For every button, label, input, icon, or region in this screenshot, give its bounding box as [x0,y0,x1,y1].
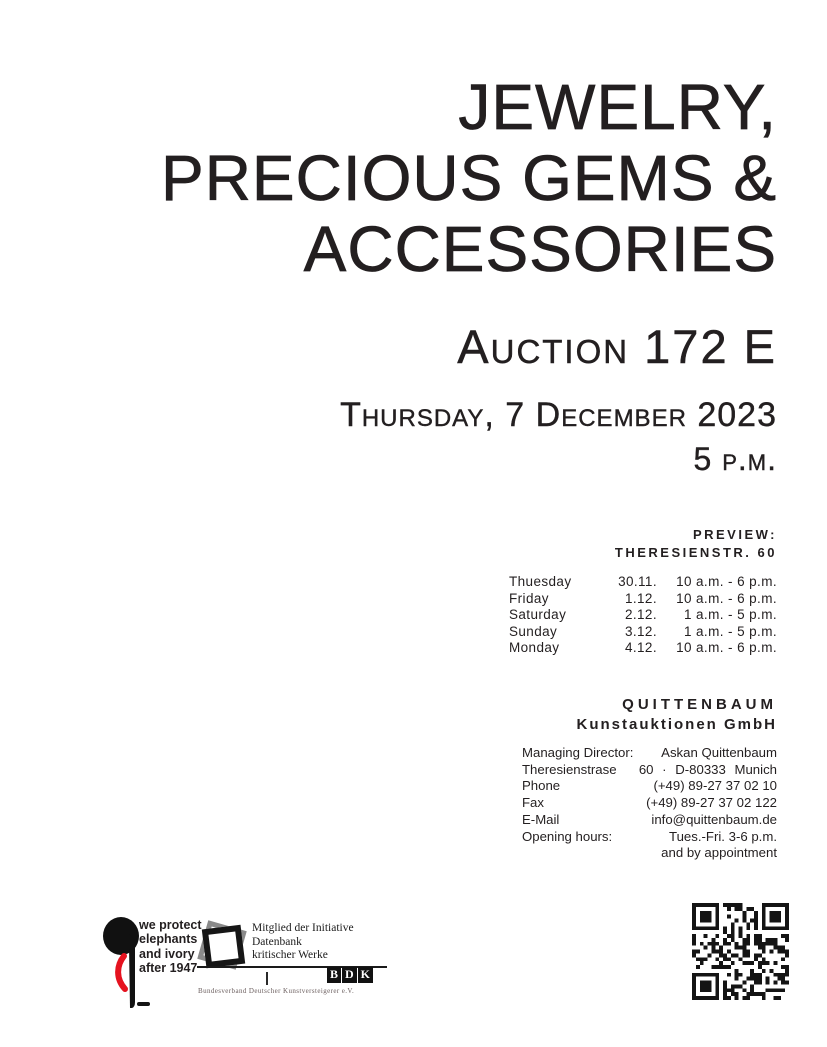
bdk-squares-icon [197,920,244,966]
contact-label: Phone [522,778,561,794]
contact-row [522,762,777,779]
elephant-protection-badge [103,916,202,1012]
elephant-badge-text [139,918,202,975]
contact-label: E-Mail [522,811,560,827]
bdk-logo-letters [326,967,373,983]
schedule-time: 10 a.m. - 6 p.m. [676,574,777,589]
title-line-2: PRECIOUS GEMS & [161,142,777,214]
schedule-day: Friday [509,590,549,606]
schedule-row [509,607,777,624]
schedule-time: 1 a.m. - 5 p.m. [683,607,777,623]
preview-schedule [509,574,777,657]
bdk-caption: Bundesverband Deutscher Kunstversteigerer e.V. [198,987,355,995]
contact-row [522,745,777,762]
contact-value: and by appointment [661,845,777,861]
contact-value: 60 · D-80333 Munich [638,761,777,777]
contact-value: (+49) 89-27 37 02 10 [653,778,777,794]
contact-row [522,845,777,862]
bdk-member-line: Datenbank [252,935,302,948]
contact-label: Managing Director: [522,745,634,760]
auction-number: Auction 172 E [457,320,777,373]
contact-row [522,829,777,846]
schedule-day: Thuesday [509,574,572,589]
schedule-time: 10 a.m. - 6 p.m. [676,640,777,656]
schedule-day: Sunday [509,623,558,639]
elephant-text-line: after 1947 [139,960,198,975]
company-contact [522,745,777,862]
bdk-member-line: kritischer Werke [252,949,328,961]
bdk-membership-badge [197,920,387,1005]
elephant-text-line: elephants [139,932,198,947]
title-line-3: ACCESSORIES [303,213,777,285]
elephant-badge-mark [137,1002,150,1006]
page-title [161,72,777,285]
company-name-line-2: Kunstauktionen GmbH [576,716,777,733]
schedule-date: 2.12. [624,607,657,623]
schedule-row [509,591,777,608]
schedule-date: 30.11. [618,574,657,589]
elephant-text-line: and ivory [139,946,195,961]
schedule-date: 3.12. [624,623,657,639]
schedule-date: 1.12. [624,590,657,606]
contact-value: info@quittenbaum.de [651,811,777,827]
qr-code [692,903,789,1000]
auction-time: 5 p.m. [693,441,777,477]
bdk-letter: D [342,967,357,983]
schedule-time: 1 a.m. - 5 p.m. [683,623,777,639]
schedule-row [509,574,777,591]
title-line-1: JEWELRY, [458,71,777,143]
contact-label: Theresienstrase [522,761,617,777]
preview-heading-line-1: PREVIEW: [692,527,777,542]
bdk-member-text [252,922,354,963]
company-name-line-1: QUITTENBAUM [622,696,777,713]
contact-row [522,795,777,812]
contact-label: Opening hours: [522,828,613,844]
bdk-member-line: Mitglied der Initiative [252,922,354,934]
bdk-vertical-bar [266,972,268,985]
schedule-date: 4.12. [624,640,657,656]
contact-row [522,812,777,829]
contact-value: Askan Quittenbaum [661,745,777,760]
company-name [576,695,777,735]
contact-value: (+49) 89-27 37 02 122 [646,795,777,811]
contact-label: Fax [522,795,544,811]
contact-row [522,778,777,795]
contact-value: Tues.-Fri. 3-6 p.m. [669,828,777,844]
schedule-row [509,624,777,641]
schedule-time: 10 a.m. - 6 p.m. [676,590,777,606]
bdk-letter: B [327,967,341,983]
schedule-day: Monday [509,640,560,656]
auction-date: Thursday, 7 December 2023 [340,396,777,434]
preview-heading-line-2: THERESIENSTR. 60 [614,544,777,560]
schedule-row [509,640,777,657]
preview-heading [615,526,777,561]
elephant-text-line: we protect [139,918,202,932]
elephant-icon [103,916,143,1012]
bdk-letter: K [358,967,373,983]
schedule-day: Saturday [509,607,567,623]
